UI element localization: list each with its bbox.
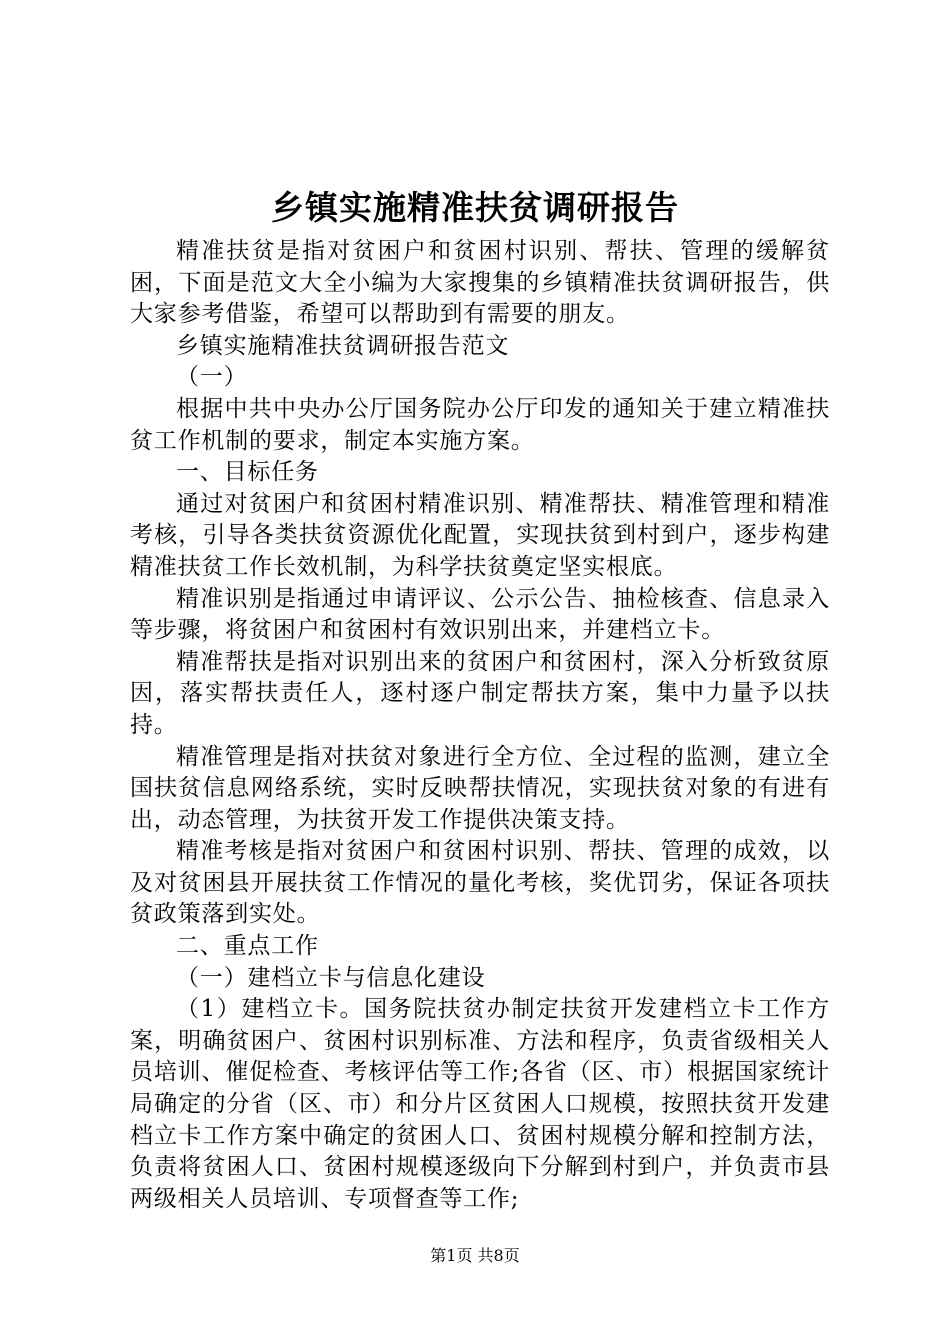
paragraph-section-marker: （一） (176, 364, 248, 391)
paragraph-filing: （1）建档立卡。国务院扶贫办制定扶贫开发建档立卡工作方案，明确贫困户、贫困村识别标准、方法和程序，负责省级相关人员培训、催促检查、考核评估等工作;各省（区、市）根据国家统计局确定的分省（区、市）和分片区贫困人口规模，按照扶贫开发建档立卡工作方案中确定的贫困人口、贫困村规模分解和控制方法，负责将贫困人口、贫困村规模逐级向下分解到村到户，并负责市县两级相关人员培训、专项督查等工作; (130, 996, 830, 1212)
paragraph-assistance: 精准帮扶是指对识别出来的贫困户和贫困村，深入分析致贫原因，落实帮扶责任人，逐村逐户制定帮扶方案，集中力量予以扶持。 (130, 648, 830, 738)
paragraph-intro: 精准扶贫是指对贫困户和贫困村识别、帮扶、管理的缓解贫困，下面是范文大全小编为大家搜集的乡镇精准扶贫调研报告，供大家参考借鉴，希望可以帮助到有需要的朋友。 (130, 238, 830, 328)
paragraph-identification: 精准识别是指通过申请评议、公示公告、抽检核查、信息录入等步骤，将贫困户和贫困村有效识别出来，并建档立卡。 (130, 585, 830, 644)
paragraph-basis: 根据中共中央办公厅国务院办公厅印发的通知关于建立精准扶贫工作机制的要求，制定本实施方案。 (130, 395, 830, 454)
heading-key-work: 二、重点工作 (176, 933, 319, 960)
paragraph-assessment: 精准考核是指对贫困户和贫困村识别、帮扶、管理的成效，以及对贫困县开展扶贫工作情况的量化考核，奖优罚劣，保证各项扶贫政策落到实处。 (130, 838, 830, 928)
document-title: 乡镇实施精准扶贫调研报告 (271, 188, 679, 227)
paragraph-goals: 通过对贫困户和贫困村精准识别、精准帮扶、精准管理和精准考核，引导各类扶贫资源优化配置，实现扶贫到村到户，逐步构建精准扶贫工作长效机制，为科学扶贫奠定坚实根底。 (130, 490, 830, 580)
paragraph-subtitle: 乡镇实施精准扶贫调研报告范文 (176, 332, 510, 359)
heading-goals: 一、目标任务 (176, 459, 319, 486)
paragraph-management: 精准管理是指对扶贫对象进行全方位、全过程的监测，建立全国扶贫信息网络系统，实时反映帮扶情况，实现扶贫对象的有进有出，动态管理，为扶贫开发工作提供决策支持。 (130, 743, 830, 833)
heading-filing: （一）建档立卡与信息化建设 (176, 964, 486, 991)
document-body (130, 236, 830, 1215)
page-number-footer: 第1页 共8页 (430, 1246, 520, 1265)
